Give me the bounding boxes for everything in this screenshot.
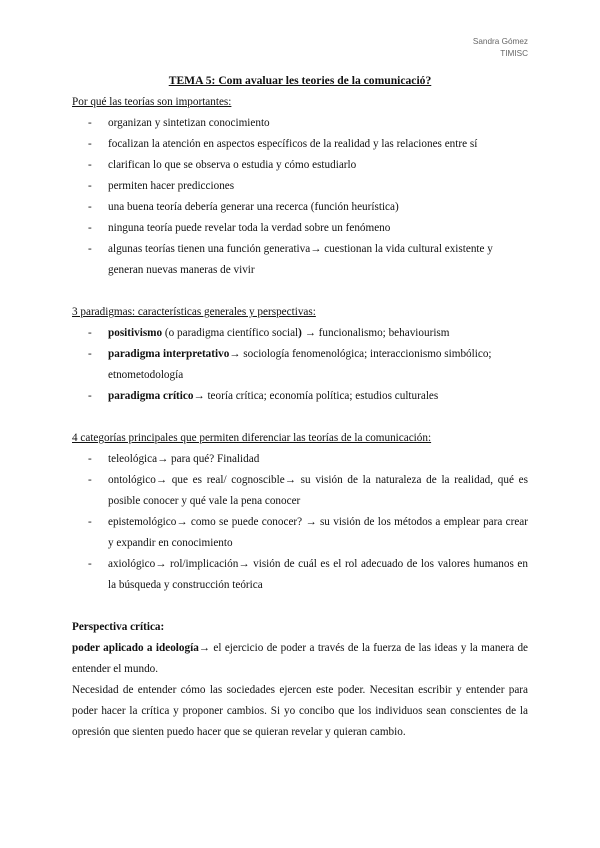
list-item: - permiten hacer predicciones bbox=[72, 176, 528, 197]
list-item: - focalizan la atención en aspectos específicos de la realidad y las relaciones entre sí bbox=[72, 134, 528, 155]
list-item bbox=[72, 386, 528, 407]
document-body bbox=[72, 92, 528, 743]
list-item: - clarifican lo que se observa o estudia y cómo estudiarlo bbox=[72, 155, 528, 176]
paradigm-name: paradigma interpretativo bbox=[108, 348, 230, 360]
list-item bbox=[72, 344, 528, 386]
section-heading-importance: Por qué las teorías son importantes: bbox=[72, 96, 232, 108]
critical-lead-paragraph bbox=[72, 638, 528, 680]
list-item: - algunas teorías tienen una función generativa→ cuestionan la vida cultural existente y generan nuevas maneras de vivir bbox=[72, 239, 528, 281]
section-heading-critical: Perspectiva crítica: bbox=[72, 621, 165, 633]
list-item: - epistemológico→ como se puede conocer? → su visión de los métodos a emplear para crear y expandir en conocimiento bbox=[72, 512, 528, 554]
paradigm-name: positivismo bbox=[108, 327, 163, 339]
paradigms-list bbox=[72, 323, 528, 407]
section-heading-paradigms: 3 paradigmas: características generales y perspectivas: bbox=[72, 306, 316, 318]
list-item: - organizan y sintetizan conocimiento bbox=[72, 113, 528, 134]
list-item bbox=[72, 323, 528, 344]
critical-lead-text: el ejercicio de poder a través de la fuerza de las ideas y la manera de entender el mundo. bbox=[72, 642, 529, 675]
importance-list bbox=[72, 113, 528, 281]
list-item: - una buena teoría debería generar una recerca (función heurística) bbox=[72, 197, 528, 218]
course-code: TIMISC bbox=[500, 49, 528, 58]
author-name: Sandra Gómez bbox=[472, 37, 528, 46]
paradigm-name: paradigma crítico bbox=[108, 390, 194, 402]
paradigm-paren: ) bbox=[298, 327, 302, 339]
critical-paragraph: Necesidad de entender cómo las sociedades ejercen este poder. Necesitan escribir y entender para poder hacer la crítica y proponer cambios. Si yo concibo que los individuos sean conscientes de la opresión que sienten puedo hacer que se quieran revelar y quieran cambio. bbox=[72, 684, 528, 738]
document-title: TEMA 5: Com avaluar les teories de la comunicació? bbox=[168, 74, 432, 87]
list-item: - teleológica→ para qué? Finalidad bbox=[72, 449, 528, 470]
paradigm-desc: → sociología fenomenológica; interaccionismo simbólico; etnometodología bbox=[108, 348, 492, 381]
paradigm-desc: → teoría crítica; economía política; estudios culturales bbox=[193, 390, 439, 402]
list-item: - axiológico→ rol/implicación→ visión de cuál es el rol adecuado de los valores humanos en la búsqueda y construcción teórica bbox=[72, 554, 528, 596]
list-item: - ontológico→ que es real/ cognoscible→ su visión de la naturaleza de la realidad, qué es posible conocer y qué vale la pena conocer bbox=[72, 470, 528, 512]
list-item: - ninguna teoría puede revelar toda la verdad sobre un fenómeno bbox=[72, 218, 528, 239]
paradigm-desc: → funcionalismo; behaviourism bbox=[301, 327, 450, 339]
section-heading-categories: 4 categorías principales que permiten diferenciar las teorías de la comunicación: bbox=[72, 432, 432, 444]
critical-lead-term: poder aplicado a ideología→ bbox=[72, 642, 210, 654]
paradigm-note: (o paradigma científico social bbox=[162, 327, 299, 339]
categories-list bbox=[72, 449, 528, 596]
page-header bbox=[473, 36, 528, 60]
